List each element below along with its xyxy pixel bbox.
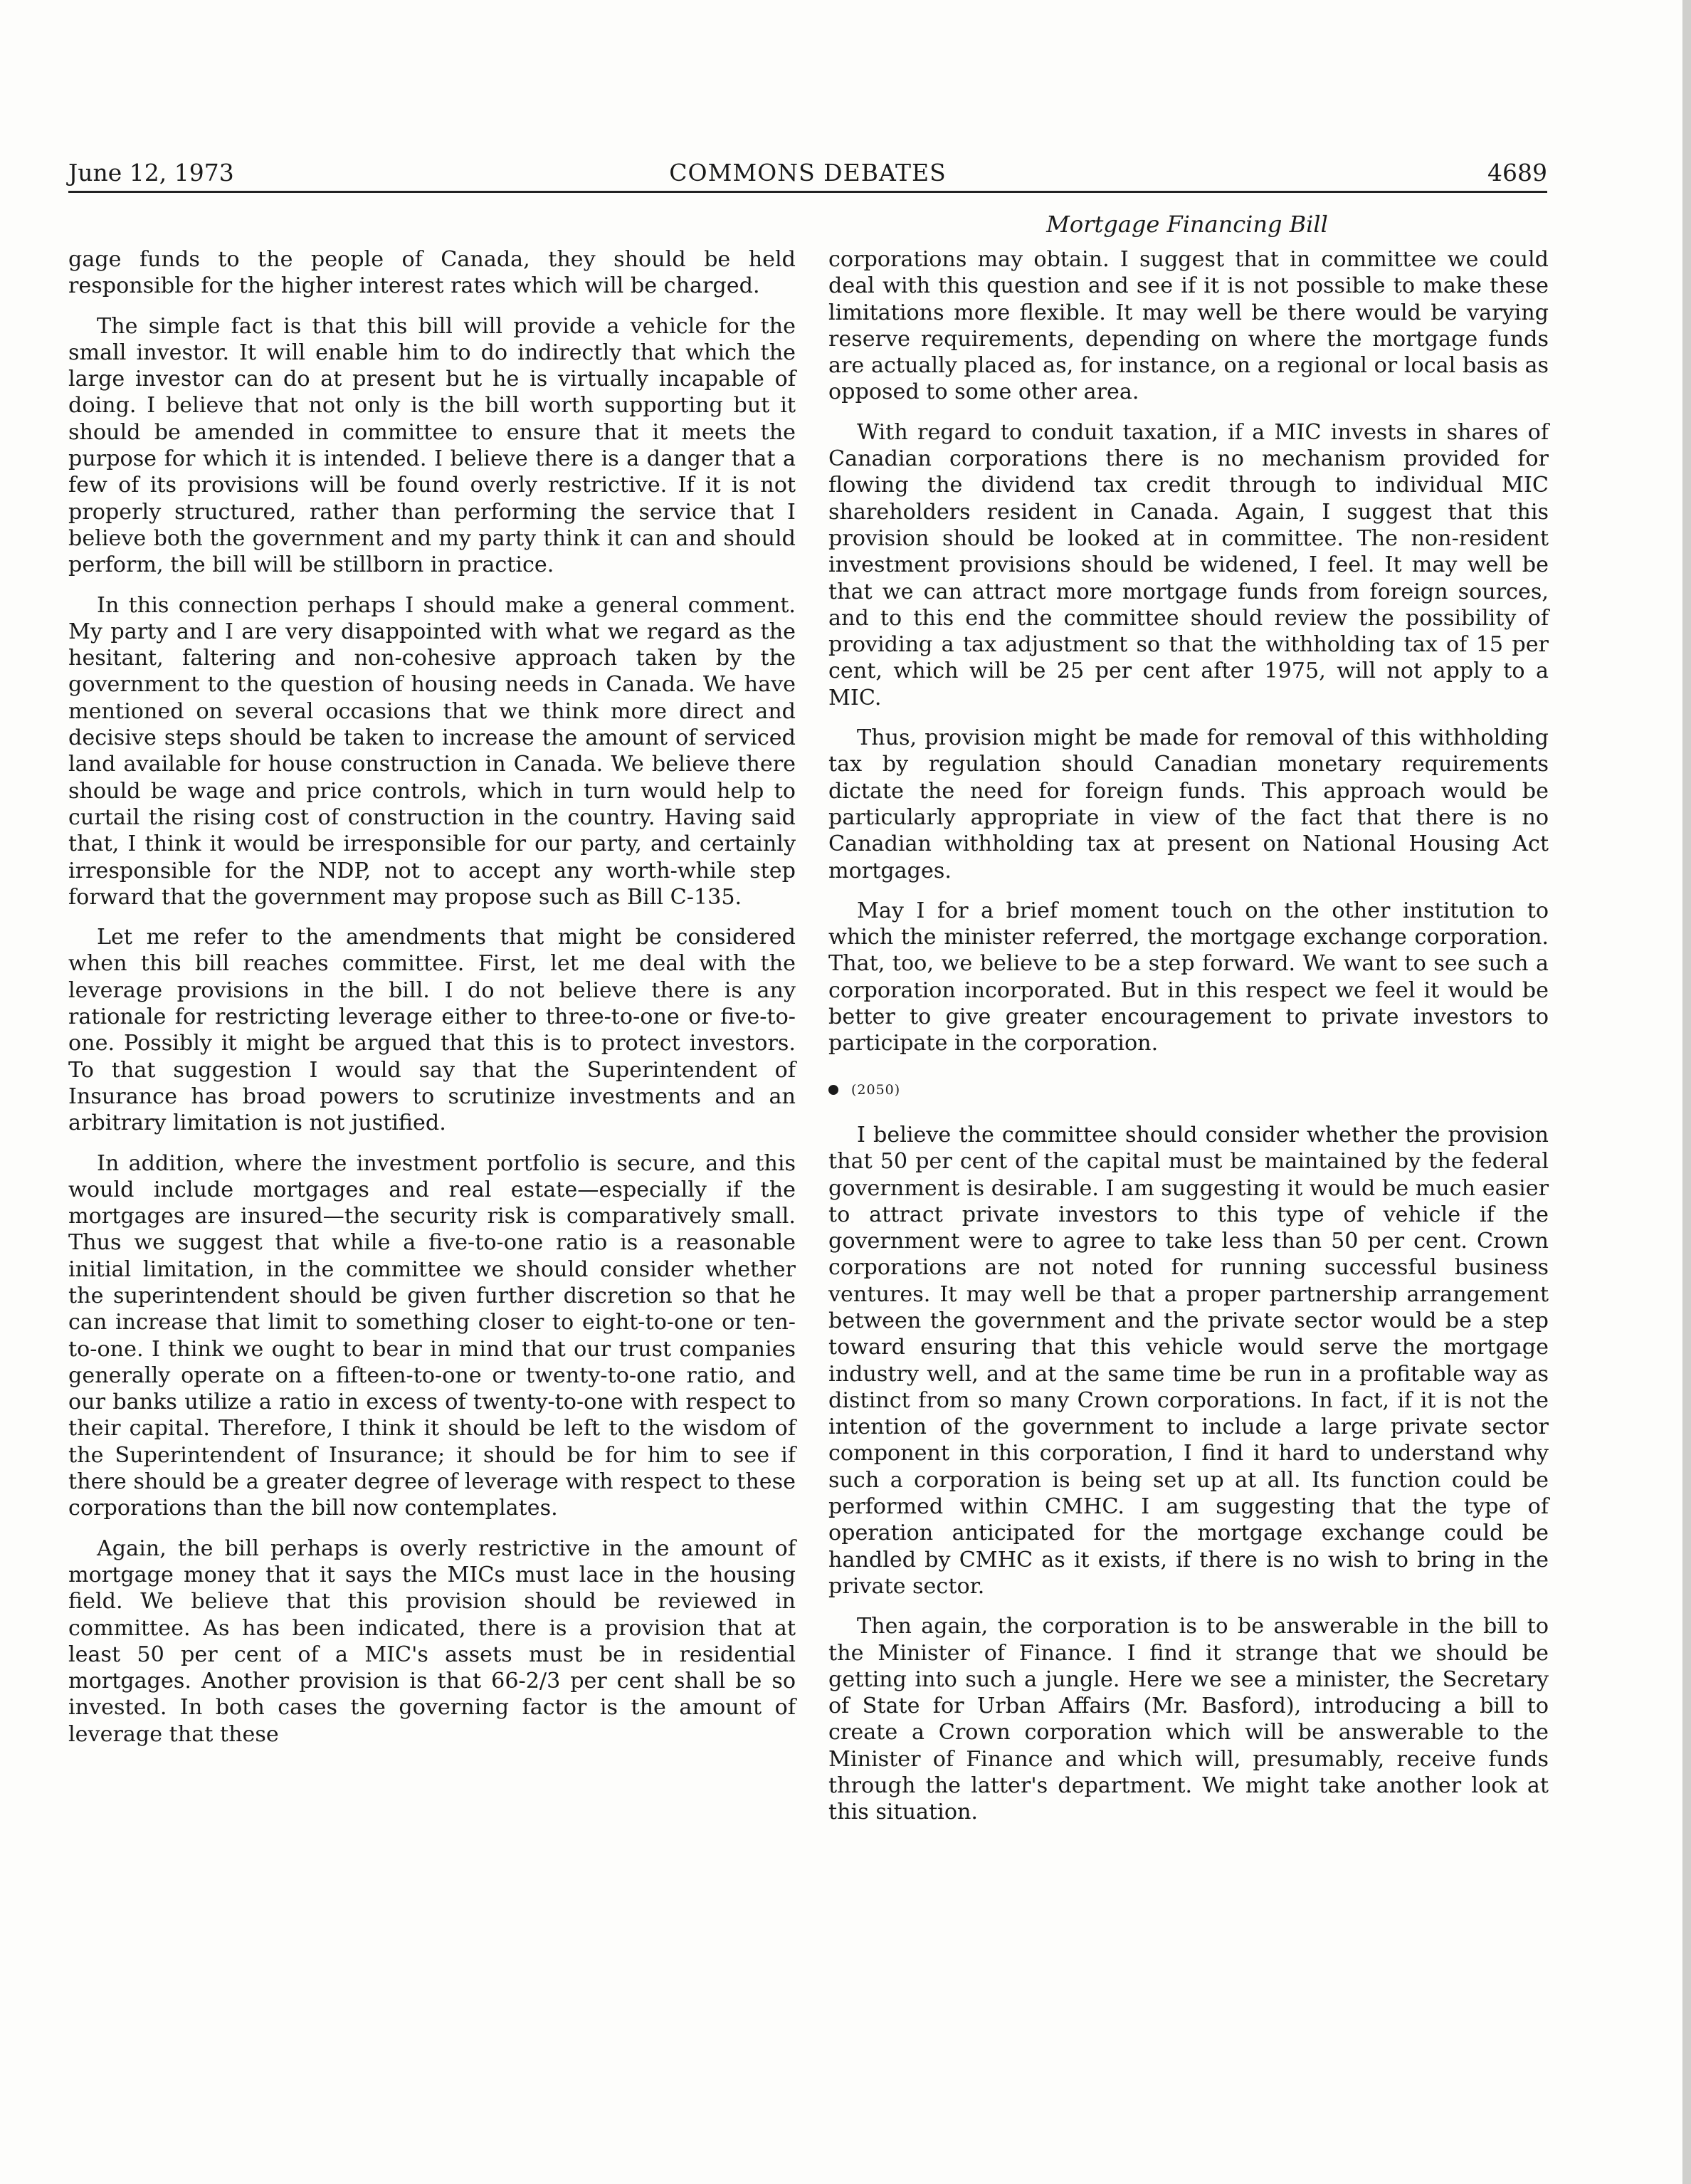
paragraph: Again, the bill perhaps is overly restrictive in the amount of mortgage money that it says the MICs must lace in the housing field. We believe that this provision should be reviewed in committee. As has been indicated, there is a provision that at least 50 per cent of a MIC's assets must be in residential mortgages. Another provision is that 66-2/3 per cent shall be so invested. In both cases the governing factor is the amount of leverage that these bbox=[68, 1535, 796, 1747]
header-date: June 12, 1973 bbox=[68, 159, 234, 187]
paragraph: In this connection perhaps I should make a general comment. My party and I are very disappointed with what we regard as the hesitant, faltering and non-cohesive approach taken by the government to the question of housing needs in Canada. We have mentioned on several occasions that we think more direct and decisive steps should be taken to increase the amount of serviced land available for house construction in Canada. We believe there should be wage and price controls, which in turn would help to curtail the rising cost of construction in the country. Having said that, I think it would be irresponsible for our party, and certainly irresponsible for the NDP, not to accept any worth-while step forward that the government may propose such as Bill C-135. bbox=[68, 592, 796, 910]
page-header bbox=[68, 155, 1547, 193]
page-number: 4689 bbox=[1487, 159, 1547, 187]
paragraph: Then again, the corporation is to be answerable in the bill to the Minister of Finance. I find it strange that we should be getting into such a jungle. Here we see a minister, the Secretary of State for Urban Affairs (Mr. Basford), introducing a bill to create a Crown corporation which will be answerable to the Minister of Finance and which will, presumably, receive funds through the latter's department. We might take another look at this situation. bbox=[828, 1614, 1549, 1825]
time-marker-label: (2050) bbox=[851, 1081, 901, 1098]
paragraph: Let me refer to the amendments that might be considered when this bill reaches committee. First, let me deal with the leverage provisions in the bill. I do not believe there is any rationale for restricting leverage either to three-to-one or five-to-one. Possibly it might be argued that this is to protect investors. To that suggestion I would say that the Superintendent of Insurance has broad powers to scrutinize investments and an arbitrary limitation is not justified. bbox=[68, 925, 796, 1136]
paragraph: Thus, provision might be made for removal of this withholding tax by regulation should Canadian monetary requirements dictate the need for foreign funds. This approach would be particularly appropriate in view of the fact that there is no Canadian withholding tax at present on National Housing Act mortgages. bbox=[828, 725, 1549, 883]
right-column bbox=[828, 246, 1549, 1839]
header-title: COMMONS DEBATES bbox=[669, 159, 947, 187]
time-marker bbox=[828, 1077, 1549, 1103]
paragraph: The simple fact is that this bill will provide a vehicle for the small investor. It will enable him to do indirectly that which the large investor can do at present but he is virtually incapable of doing. I believe that not only is the bill worth supporting but it should be amended in committee to ensure that it meets the purpose for which it is intended. I believe there is a danger that a few of its provisions will be found overly restrictive. If it is not properly structured, rather than performing the service that I believe both the government and my party think it can and should perform, the bill will be stillborn in practice. bbox=[68, 313, 796, 578]
paragraph: corporations may obtain. I suggest that in committee we could deal with this question and see if it is not possible to make these limitations more flexible. It may well be there would be varying reserve requirements, depending on where the mortgage funds are actually placed as, for instance, on a regional or local basis as opposed to some other area. bbox=[828, 247, 1549, 405]
left-column bbox=[68, 246, 796, 1761]
paragraph: In addition, where the investment portfolio is secure, and this would include mortgages and real estate—especially if the mortgages are insured—the security risk is comparatively small. Thus we suggest that while a five-to-one ratio is a reasonable initial limitation, in the committee we should consider whether the superintendent should be given further discretion so that he can increase that limit to something closer to eight-to-one or ten-to-one. I think we ought to bear in mind that our trust companies generally operate on a fifteen-to-one or twenty-to-one ratio, and our banks utilize a ratio in excess of twenty-to-one with respect to their capital. Therefore, I think it should be left to the wisdom of the Superintendent of Insurance; it should be for him to see if there should be a greater degree of leverage with respect to these corporations than the bill now contemplates. bbox=[68, 1150, 796, 1521]
paragraph: With regard to conduit taxation, if a MIC invests in shares of Canadian corporations there is no mechanism provided for flowing the dividend tax credit through to individual MIC shareholders resident in Canada. Again, I suggest that this provision should be looked at in committee. The non-resident investment provisions should be widened, I feel. It may well be that we can attract more mortgage funds from foreign sources, and to this end the committee should review the possibility of providing a tax adjustment so that the withholding tax of 15 per cent, which will be 25 per cent after 1975, will not apply to a MIC. bbox=[828, 419, 1549, 710]
bullet-icon bbox=[828, 1085, 838, 1095]
paragraph: May I for a brief moment touch on the other institution to which the minister referred, the mortgage exchange corporation. That, too, we believe to be a step forward. We want to see such a corporation incorporated. But in this respect we feel it would be better to give greater encouragement to private investors to participate in the corporation. bbox=[828, 898, 1549, 1056]
scan-edge bbox=[1682, 0, 1691, 2184]
paragraph: I believe the committee should consider whether the provision that 50 per cent of the capital must be maintained by the federal government is desirable. I am suggesting it would be much easier to attract private investors to this type of vehicle if the government were to agree to take less than 50 per cent. Crown corporations are not noted for running successful business ventures. It may well be that a proper partnership arrangement between the government and the private sector would be a step toward ensuring that this vehicle would serve the mortgage industry well, and at the same time be run in a profitable way as distinct from so many Crown corporations. In fact, if it is not the intention of the government to include a large private sector component in this corporation, I find it hard to understand why such a corporation is being set up at all. Its function could be performed within CMHC. I am suggesting that the type of operation anticipated for the mortgage exchange could be handled by CMHC as it exists, if there is no wish to bring in the private sector. bbox=[828, 1122, 1549, 1599]
paragraph: gage funds to the people of Canada, they should be held responsible for the higher interest rates which will be charged. bbox=[68, 247, 796, 299]
section-subtitle: Mortgage Financing Bill bbox=[1046, 211, 1328, 238]
